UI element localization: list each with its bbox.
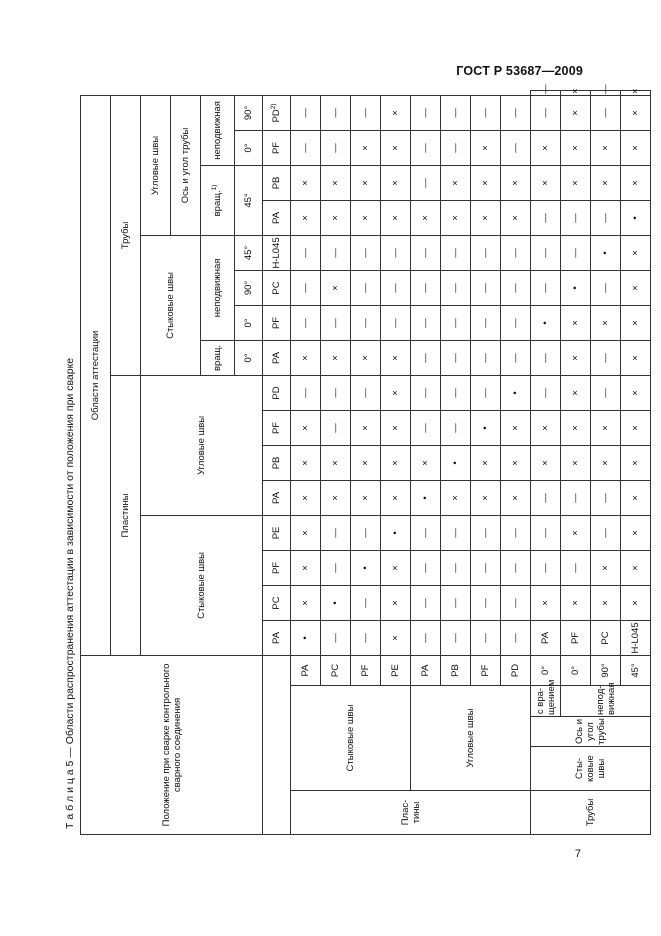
table-cell: × (381, 585, 411, 620)
table-cell: • (561, 270, 591, 305)
table-cell: — (591, 95, 621, 130)
angle-90: 90° (235, 95, 263, 130)
table-cell: × (621, 165, 651, 200)
table-cell: — (561, 235, 591, 270)
table-cell: — (381, 235, 411, 270)
table-cell: × (591, 550, 621, 585)
table-caption: Т а б л и ц а 5 — Области распространения аттестации в зависимости от положения при сварке (64, 357, 76, 829)
table-cell: × (561, 585, 591, 620)
table-cell: × (381, 375, 411, 410)
table-cell: — (321, 375, 351, 410)
table-cell: × (381, 165, 411, 200)
pipe-butt-header: Стыковые швы (141, 235, 201, 375)
table-cell: × (591, 445, 621, 480)
table-cell: × (471, 200, 501, 235)
table-cell: × (501, 200, 531, 235)
table-cell: — (441, 585, 471, 620)
table-cell: — (561, 550, 591, 585)
table-cell: × (621, 95, 651, 130)
table-cell: — (411, 375, 441, 410)
table-cell: — (501, 515, 531, 550)
table-cell: — (321, 550, 351, 585)
table-cell: — (441, 235, 471, 270)
table-cell: × (471, 165, 501, 200)
column-code: PC (263, 270, 291, 305)
column-code-label: PD (271, 109, 282, 123)
table-cell: — (471, 305, 501, 340)
table-cell: — (531, 340, 561, 375)
column-code (263, 95, 291, 130)
table-cell: × (381, 410, 411, 445)
table-cell: × (591, 305, 621, 340)
table-cell: — (411, 235, 441, 270)
table-cell: — (411, 305, 441, 340)
plate-fillet-header: Угловые швы (141, 375, 263, 515)
row-angle: 0° (531, 655, 561, 685)
row-code: PC (321, 655, 351, 685)
table-cell: × (411, 200, 441, 235)
column-code: PF (263, 130, 291, 165)
table-cell: • (291, 620, 321, 655)
table-cell: × (531, 165, 561, 200)
table-cell: — (381, 270, 411, 305)
table-cell: — (441, 270, 471, 305)
table-cell: × (441, 480, 471, 515)
table-cell: — (441, 620, 471, 655)
table-cell: × (561, 91, 591, 96)
table-cell: × (501, 410, 531, 445)
table-cell: • (381, 515, 411, 550)
table-cell: — (411, 550, 441, 585)
table-cell: • (411, 480, 441, 515)
table-cell: × (621, 480, 651, 515)
table-cell: — (321, 620, 351, 655)
table-cell: × (291, 550, 321, 585)
row-code: PA (531, 620, 561, 655)
table-cell: × (291, 585, 321, 620)
row-code: PF (561, 620, 591, 655)
row-group-plates: Плас-тины (291, 791, 531, 835)
table-cell: × (621, 445, 651, 480)
table-cell: × (531, 445, 561, 480)
table-cell: × (291, 445, 321, 480)
column-code: PD (263, 375, 291, 410)
row-angle: 90° (591, 655, 621, 685)
row-group-plate-fillet: Угловые швы (411, 686, 531, 791)
column-code: H-L045 (263, 235, 291, 270)
column-code: PA (263, 620, 291, 655)
table-cell: • (321, 585, 351, 620)
table-cell: × (561, 130, 591, 165)
table-cell: — (501, 585, 531, 620)
table-cell: — (411, 130, 441, 165)
areas-header: Области аттестации (81, 95, 111, 655)
angle-0: 0° (235, 340, 263, 375)
table-cell: — (351, 620, 381, 655)
table-cell: × (381, 130, 411, 165)
table-cell: — (291, 235, 321, 270)
table-cell: × (291, 340, 321, 375)
table-cell: — (351, 270, 381, 305)
table-cell: — (471, 375, 501, 410)
table-cell: — (501, 550, 531, 585)
table-cell: — (411, 165, 441, 200)
table-cell: × (561, 165, 591, 200)
table-cell: × (351, 340, 381, 375)
table-cell: — (501, 235, 531, 270)
table-cell: × (381, 480, 411, 515)
table-row (411, 91, 441, 835)
table-cell: — (351, 95, 381, 130)
table-cell: — (411, 410, 441, 445)
table-cell: — (531, 515, 561, 550)
table-cell: • (501, 375, 531, 410)
table-cell: × (591, 410, 621, 445)
table-cell: — (501, 130, 531, 165)
table-cell: — (411, 620, 441, 655)
row-code: PF (351, 655, 381, 685)
table-cell: — (531, 91, 561, 96)
table-cell: × (561, 445, 591, 480)
table-cell: × (321, 340, 351, 375)
table-cell: × (501, 480, 531, 515)
table-cell: × (381, 95, 411, 130)
table-cell: — (441, 375, 471, 410)
table-cell: × (561, 305, 591, 340)
table-cell: — (351, 375, 381, 410)
table-cell: — (591, 270, 621, 305)
row-code: PA (291, 655, 321, 685)
table-cell: — (591, 200, 621, 235)
table-cell: × (621, 130, 651, 165)
table-cell: — (351, 305, 381, 340)
table-cell: — (591, 480, 621, 515)
table-cell: × (621, 550, 651, 585)
table-cell: • (591, 235, 621, 270)
row-group-pipe-axis: Ось и угол трубы (531, 717, 651, 747)
table-cell: × (321, 200, 351, 235)
rot-footnote-label: вращ. (212, 190, 223, 217)
row-group-pipes: Трубы (531, 791, 651, 835)
row-angle: 0° (561, 655, 591, 685)
table-region (60, 84, 641, 835)
table-cell: × (621, 340, 651, 375)
table-cell: — (441, 410, 471, 445)
table-cell: × (621, 91, 651, 96)
table-cell: — (471, 515, 501, 550)
table-cell: × (501, 445, 531, 480)
table-cell: × (351, 480, 381, 515)
table-cell: × (621, 410, 651, 445)
row-angle: 45° (621, 655, 651, 685)
row-group-plate-butt: Стыковые швы (291, 686, 411, 791)
table-cell: — (291, 375, 321, 410)
angle-45: 45° (235, 165, 263, 235)
table-cell: × (591, 130, 621, 165)
table-cell: — (531, 270, 561, 305)
table-cell: × (621, 305, 651, 340)
table-cell: — (501, 340, 531, 375)
angle-0: 0° (235, 130, 263, 165)
table-cell: — (501, 95, 531, 130)
row-code: PC (591, 620, 621, 655)
table-cell: × (621, 375, 651, 410)
row-group-pipe-butt: Сты-ковые швы (531, 747, 651, 791)
table-cell: — (321, 235, 351, 270)
plates-header: Пластины (111, 375, 141, 655)
table-cell: × (441, 165, 471, 200)
table-cell: — (591, 340, 621, 375)
row-group-fixed: непод-вижная (561, 686, 651, 717)
angle-45: 45° (235, 235, 263, 270)
table-cell: × (321, 480, 351, 515)
angle-0: 0° (235, 305, 263, 340)
table-cell: — (441, 130, 471, 165)
column-code: PF (263, 305, 291, 340)
table-cell: — (441, 95, 471, 130)
table-cell: — (471, 270, 501, 305)
table-cell: — (501, 620, 531, 655)
qualification-table (80, 84, 651, 835)
table-cell: — (291, 130, 321, 165)
table-cell: — (441, 305, 471, 340)
row-code: PA (411, 655, 441, 685)
axis-header: Ось и угол трубы (171, 95, 201, 235)
table-cell: — (531, 550, 561, 585)
table-cell: — (561, 480, 591, 515)
footnote-1-marker: 1) (210, 184, 218, 191)
table-cell: × (561, 515, 591, 550)
table-row (291, 91, 321, 835)
table-cell: — (321, 305, 351, 340)
table-cell: — (351, 515, 381, 550)
column-code: PA (263, 480, 291, 515)
table-cell: × (291, 480, 321, 515)
table-cell: — (471, 235, 501, 270)
fixed-header: неподвижная (201, 235, 235, 340)
table-cell: × (591, 585, 621, 620)
column-code: PB (263, 445, 291, 480)
table-cell: × (381, 445, 411, 480)
table-cell: — (441, 340, 471, 375)
table-cell: — (531, 375, 561, 410)
table-cell: — (441, 550, 471, 585)
table-cell: — (351, 585, 381, 620)
table-cell: × (291, 200, 321, 235)
table-cell: — (471, 620, 501, 655)
table-cell: — (321, 515, 351, 550)
table-cell: × (351, 200, 381, 235)
column-code: PA (263, 340, 291, 375)
table-cell: × (411, 445, 441, 480)
column-code: PE (263, 515, 291, 550)
table-cell: × (291, 410, 321, 445)
table-cell: — (321, 410, 351, 445)
table-cell: — (471, 340, 501, 375)
column-code: PF (263, 550, 291, 585)
rot-header: вращ. (201, 340, 235, 375)
table-cell: — (291, 305, 321, 340)
table-cell: × (441, 200, 471, 235)
footnote-2-marker: 2) (269, 103, 277, 110)
table-cell: × (531, 410, 561, 445)
fixed-fillet-header: неподвижная (201, 95, 235, 165)
row-code: H-L045 (621, 620, 651, 655)
angle-90: 90° (235, 270, 263, 305)
pipe-fillet-header: Угловые швы (141, 95, 171, 235)
table-cell: — (411, 585, 441, 620)
table-cell: — (561, 200, 591, 235)
table-cell: × (351, 445, 381, 480)
table-cell: — (531, 95, 561, 130)
column-code: PA (263, 200, 291, 235)
table-cell: — (501, 270, 531, 305)
table-cell: — (471, 585, 501, 620)
table-cell: × (591, 165, 621, 200)
table-cell: — (591, 375, 621, 410)
table-cell: × (621, 235, 651, 270)
table-cell: × (621, 585, 651, 620)
table-cell: × (321, 165, 351, 200)
table-cell: — (321, 130, 351, 165)
table-cell: • (621, 200, 651, 235)
table-cell: × (291, 165, 321, 200)
table-cell: × (471, 130, 501, 165)
table-cell: — (501, 305, 531, 340)
column-code: PB (263, 165, 291, 200)
codes-spacer (263, 655, 291, 834)
table-cell: × (531, 130, 561, 165)
table-cell: × (561, 340, 591, 375)
table-cell: — (291, 95, 321, 130)
row-code: PB (441, 655, 471, 685)
table-cell: — (471, 550, 501, 585)
table-cell: — (351, 235, 381, 270)
table-cell: — (441, 515, 471, 550)
table-cell: × (621, 270, 651, 305)
table-cell: × (321, 270, 351, 305)
column-code: PF (263, 410, 291, 445)
table-cell: — (411, 340, 441, 375)
table-cell: — (291, 270, 321, 305)
table-cell: — (471, 95, 501, 130)
table-row (531, 91, 561, 835)
row-group-with-rotation: с вра-щением (531, 686, 561, 717)
corner-header: Положение при сварке контрольного сварного соединения (81, 655, 263, 834)
table-cell: — (321, 95, 351, 130)
table-cell: • (351, 550, 381, 585)
table-cell: × (381, 550, 411, 585)
pipes-header: Трубы (111, 95, 141, 375)
table-cell: × (561, 410, 591, 445)
table-cell: — (411, 515, 441, 550)
table-cell: × (531, 585, 561, 620)
plate-butt-header: Стыковые швы (141, 515, 263, 655)
page-number: 7 (574, 848, 581, 860)
table-cell: — (531, 200, 561, 235)
table-cell: × (351, 410, 381, 445)
table-cell: × (621, 515, 651, 550)
document-header: ГОСТ Р 53687—2009 (456, 64, 583, 78)
table-cell: — (531, 480, 561, 515)
table-cell: • (441, 445, 471, 480)
table-cell: × (351, 130, 381, 165)
table-cell: × (501, 165, 531, 200)
table-cell: × (471, 445, 501, 480)
table-cell: • (531, 305, 561, 340)
table-cell: — (411, 270, 441, 305)
table-cell: × (561, 95, 591, 130)
table-cell: × (381, 200, 411, 235)
table-cell: — (381, 305, 411, 340)
row-code: PE (381, 655, 411, 685)
table-cell: — (591, 515, 621, 550)
table-cell: × (381, 340, 411, 375)
table-cell: × (381, 620, 411, 655)
table-cell: × (291, 515, 321, 550)
table-cell: × (561, 375, 591, 410)
row-code: PD (501, 655, 531, 685)
table-cell: • (471, 410, 501, 445)
table-cell: × (471, 480, 501, 515)
table-cell: — (591, 91, 621, 96)
table-cell: × (351, 165, 381, 200)
column-code: PC (263, 585, 291, 620)
table-cell: — (411, 95, 441, 130)
rot-footnote-header (201, 165, 235, 235)
row-code: PF (471, 655, 501, 685)
table-cell: — (531, 235, 561, 270)
table-cell: × (321, 445, 351, 480)
